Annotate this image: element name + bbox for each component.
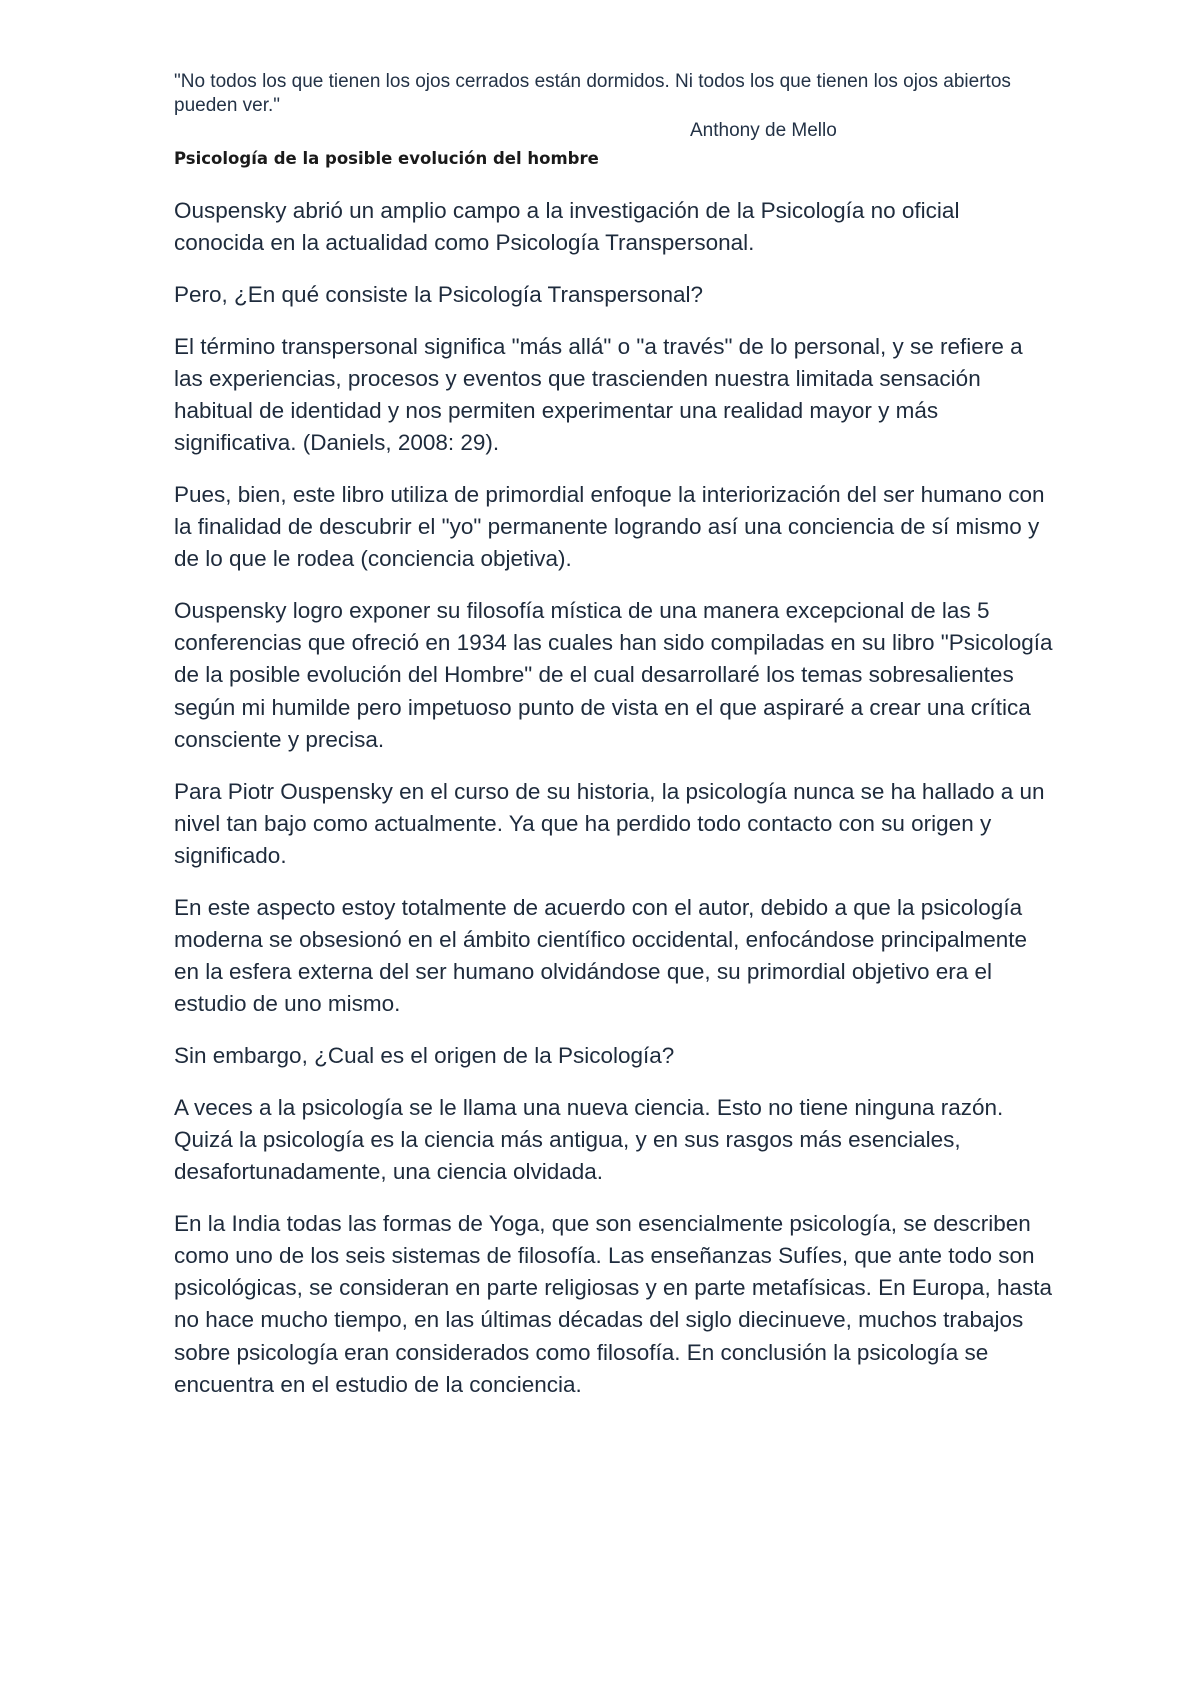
paragraph: En este aspecto estoy totalmente de acuerdo con el autor, debido a que la psicología moderna se obsesionó en el ámbito científico occidental, enfocándose principalmente en la esfera externa del ser humano olvidándose que, su primordial objetivo era el estudio de uno mismo. <box>174 894 1028 1017</box>
paragraph: A veces a la psicología se le llama una nueva ciencia. Esto no tiene ninguna razón. Quizá la psicología es la ciencia más antigua, y en sus rasgos más esenciales, desafortunadamente, una ciencia olvidada. <box>174 1094 1004 1185</box>
document-body <box>174 195 1054 1421</box>
paragraph: Sin embargo, ¿Cual es el origen de la Psicología? <box>174 1042 675 1068</box>
paragraph: Pero, ¿En qué consiste la Psicología Transpersonal? <box>174 281 704 307</box>
document-title: Psicología de la posible evolución del hombre <box>174 149 599 168</box>
paragraph: Para Piotr Ouspensky en el curso de su historia, la psicología nunca se ha hallado a un nivel tan bajo como actualmente. Ya que ha perdido todo contacto con su origen y significado. <box>174 778 1045 868</box>
paragraph: El término transpersonal significa "más allá" o "a través" de lo personal, y se refiere a las experiencias, procesos y eventos que trascienden nuestra limitada sensación habitual de identidad y nos permiten experimentar una realidad mayor y más significativa. (Daniels, 2008: 29). <box>174 333 1023 456</box>
paragraph: En la India todas las formas de Yoga, que son esencialmente psicología, se describen como uno de los seis sistemas de filosofía. Las enseñanzas Sufíes, que ante todo son psicológicas, se consideran en parte religiosas y en parte metafísicas. En Europa, hasta no hace mucho tiempo, en las últimas décadas del siglo diecinueve, muchos trabajos sobre psicología eran considerados como filosofía. En conclusión la psicología se encuentra en el estudio de la conciencia. <box>174 1210 1052 1397</box>
epigraph-author: Anthony de Mello <box>690 120 837 141</box>
epigraph-quote: "No todos los que tienen los ojos cerrados están dormidos. Ni todos los que tienen los ojos abiertos pueden ver." <box>174 71 1011 116</box>
paragraph: Pues, bien, este libro utiliza de primordial enfoque la interiorización del ser humano con la finalidad de descubrir el "yo" permanente logrando así una conciencia de sí mismo y de lo que le rodea (conciencia objetiva). <box>174 481 1045 572</box>
paragraph: Ouspensky logro exponer su filosofía mística de una manera excepcional de las 5 conferencias que ofreció en 1934 las cuales han sido compiladas en su libro "Psicología de la posible evolución del Hombre" de el cual desarrollaré los temas sobresalientes según mi humilde pero impetuoso punto de vista en el que aspiraré a crear una crítica consciente y precisa. <box>174 598 1053 752</box>
paragraph: Ouspensky abrió un amplio campo a la investigación de la Psicología no oficial conocida en la actualidad como Psicología Transpersonal. <box>174 198 960 256</box>
